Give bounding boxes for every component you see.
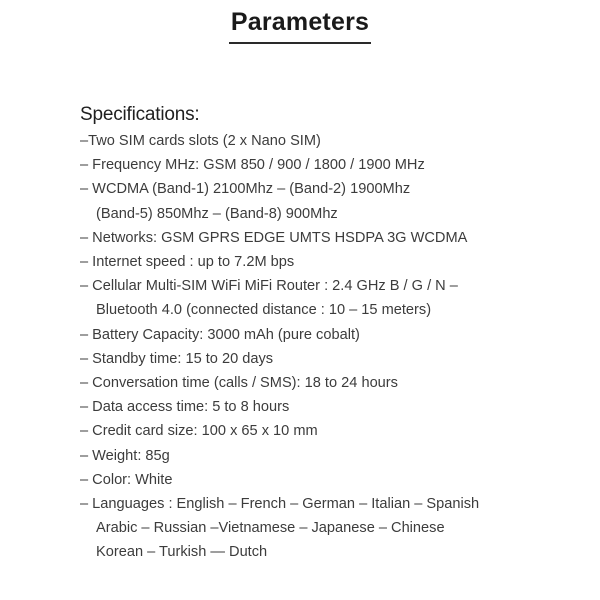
spec-line: – Weight: 85g [80,447,170,464]
spec-line: – Frequency MHz: GSM 850 / 900 / 1800 / 1900 MHz [80,157,425,174]
spec-line-continuation: (Band-5) 850Mhz – (Band-8) 900Mhz [96,205,338,222]
spec-line: – Internet speed : up to 7.2M bps [80,254,295,271]
spec-line: – Color: White [80,471,173,488]
spec-line: – Battery Capacity: 3000 mAh (pure cobalt) [80,326,360,343]
spec-line: – WCDMA (Band-1) 2100Mhz – (Band-2) 1900Mhz [80,181,411,198]
spec-line: – Credit card size: 100 x 65 x 10 mm [80,423,318,440]
spec-line: – Data access time: 5 to 8 hours [80,399,290,416]
spec-line-continuation: Arabic – Russian –Vietnamese – Japanese – Chinese [96,520,445,537]
page-title: Parameters [230,8,370,36]
specifications-heading: Specifications: [80,104,200,125]
spec-line: – Standby time: 15 to 20 days [80,350,274,367]
spec-line: – Conversation time (calls / SMS): 18 to 24 hours [80,375,398,392]
title-underline [229,42,371,44]
spec-line: – Languages : English – French – German – Italian – Spanish [80,496,480,513]
specifications-list [80,129,580,565]
spec-line: – Cellular Multi-SIM WiFi MiFi Router : 2.4 GHz B / G / N – [80,278,458,295]
spec-line: –Two SIM cards slots (2 x Nano SIM) [80,133,321,149]
spec-line-continuation: Bluetooth 4.0 (connected distance : 10 – 15 meters) [96,302,432,319]
spec-line-continuation: Korean – Turkish — Dutch [96,544,268,561]
spec-line: – Networks: GSM GPRS EDGE UMTS HSDPA 3G WCDMA [80,229,468,246]
